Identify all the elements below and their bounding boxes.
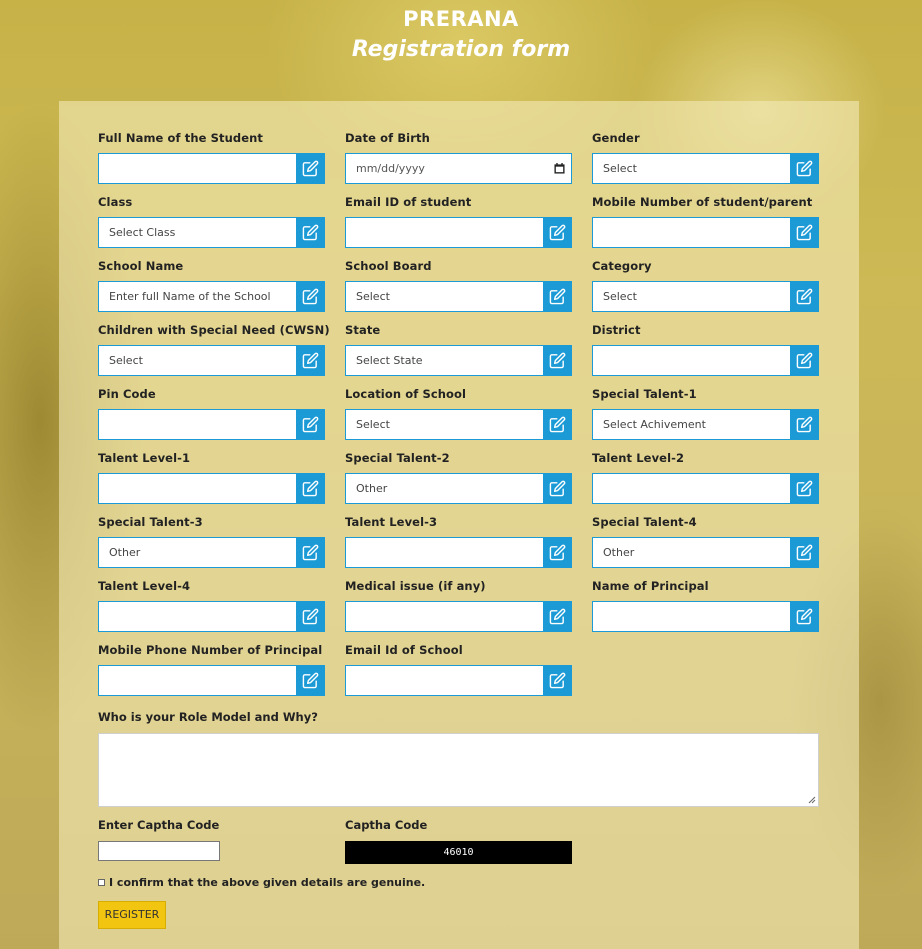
mobile-student-input[interactable] — [592, 217, 790, 248]
field-label: School Board — [345, 259, 432, 273]
field-label: Name of Principal — [592, 579, 709, 593]
principal-name-input[interactable] — [592, 601, 790, 632]
input-group — [345, 409, 572, 440]
field-label: Class — [98, 195, 133, 209]
pin-code-input[interactable] — [98, 409, 296, 440]
field-label: State — [345, 323, 381, 337]
edit-icon — [296, 473, 325, 504]
input-group — [592, 153, 819, 184]
edit-icon — [296, 281, 325, 312]
field-label: Category — [592, 259, 652, 273]
field-label: Talent Level-4 — [98, 579, 191, 593]
class-select[interactable]: Select Class — [98, 217, 296, 248]
full-name-input[interactable] — [98, 153, 296, 184]
talent-level-4-input[interactable] — [98, 601, 296, 632]
field-label: Full Name of the Student — [98, 131, 264, 145]
field-label: Talent Level-3 — [345, 515, 438, 529]
field-label: Email ID of student — [345, 195, 472, 209]
field-state — [345, 322, 572, 374]
edit-icon — [296, 153, 325, 184]
calendar-icon[interactable] — [554, 163, 565, 174]
school-board-select[interactable]: Select — [345, 281, 543, 312]
field-label: Talent Level-1 — [98, 451, 191, 465]
input-group — [345, 601, 572, 632]
field-name-of-principal — [592, 578, 819, 630]
field-class — [98, 194, 325, 246]
field-special-talent-2 — [345, 450, 572, 502]
input-group — [98, 153, 325, 184]
resize-grip-icon[interactable] — [808, 796, 816, 804]
field-full-name — [98, 130, 325, 182]
role-model-textarea[interactable] — [98, 733, 819, 807]
edit-icon — [296, 665, 325, 696]
confirm-checkbox[interactable] — [98, 879, 105, 886]
date-of-birth-input[interactable] — [345, 153, 572, 184]
cwsn-select[interactable]: Select — [98, 345, 296, 376]
field-label: Medical issue (if any) — [345, 579, 486, 593]
page-header — [0, 4, 922, 66]
field-location-of-school — [345, 386, 572, 438]
input-group — [345, 665, 572, 696]
special-talent-1-select[interactable]: Select Achivement — [592, 409, 790, 440]
field-medical-issue — [345, 578, 572, 630]
input-group — [592, 281, 819, 312]
page-subtitle: Registration form — [351, 37, 571, 62]
edit-icon — [543, 345, 572, 376]
field-principal-mobile — [98, 642, 325, 694]
input-group — [98, 473, 325, 504]
field-special-talent-3 — [98, 514, 325, 566]
field-cwsn — [98, 322, 330, 374]
input-group — [345, 537, 572, 568]
field-label: School Name — [98, 259, 184, 273]
captcha-code-image: 46010 — [345, 841, 572, 864]
field-special-talent-4 — [592, 514, 819, 566]
field-special-talent-1 — [592, 386, 819, 438]
field-label: District — [592, 323, 641, 337]
edit-icon — [543, 601, 572, 632]
field-category — [592, 258, 819, 310]
principal-mobile-input[interactable] — [98, 665, 296, 696]
form-fields-grid — [98, 130, 819, 694]
edit-icon — [790, 409, 819, 440]
field-label: Gender — [592, 131, 640, 145]
input-group — [592, 345, 819, 376]
field-label: Special Talent-1 — [592, 387, 697, 401]
input-group — [592, 473, 819, 504]
field-district — [592, 322, 819, 374]
input-group — [592, 537, 819, 568]
edit-icon — [296, 601, 325, 632]
input-group — [592, 409, 819, 440]
edit-icon — [790, 345, 819, 376]
field-school-email — [345, 642, 572, 694]
field-label: Mobile Number of student/parent — [592, 195, 813, 209]
medical-issue-input[interactable] — [345, 601, 543, 632]
talent-level-1-input[interactable] — [98, 473, 296, 504]
captcha-input[interactable] — [98, 841, 220, 861]
input-group — [345, 281, 572, 312]
field-email-student — [345, 194, 572, 246]
field-school-name — [98, 258, 325, 310]
page-title: PRERANA — [403, 7, 519, 31]
edit-icon — [543, 665, 572, 696]
edit-icon — [790, 153, 819, 184]
input-group — [98, 537, 325, 568]
input-group — [345, 217, 572, 248]
input-group — [98, 281, 325, 312]
field-label: Special Talent-3 — [98, 515, 203, 529]
field-talent-level-2 — [592, 450, 819, 502]
input-group — [98, 345, 325, 376]
edit-icon — [790, 537, 819, 568]
input-group — [345, 473, 572, 504]
school-name-input[interactable]: Enter full Name of the School — [98, 281, 296, 312]
edit-icon — [790, 601, 819, 632]
field-talent-level-4 — [98, 578, 325, 630]
edit-icon — [543, 409, 572, 440]
field-date-of-birth — [345, 130, 572, 182]
input-group — [592, 217, 819, 248]
field-mobile-student — [592, 194, 819, 246]
location-select[interactable]: Select — [345, 409, 543, 440]
special-talent-2-select[interactable]: Other — [345, 473, 543, 504]
role-model-label: Who is your Role Model and Why? — [98, 710, 318, 724]
category-select[interactable]: Select — [592, 281, 790, 312]
district-input[interactable] — [592, 345, 790, 376]
field-label: Mobile Phone Number of Principal — [98, 643, 323, 657]
input-group — [98, 665, 325, 696]
state-select[interactable]: Select State — [345, 345, 543, 376]
enter-captcha-label: Enter Captha Code — [98, 818, 220, 832]
talent-level-2-input[interactable] — [592, 473, 790, 504]
edit-icon — [296, 217, 325, 248]
field-label: Email Id of School — [345, 643, 463, 657]
date-placeholder: mm/dd/yyyy — [356, 162, 425, 175]
field-pin-code — [98, 386, 325, 438]
special-talent-3-select[interactable]: Other — [98, 537, 296, 568]
field-label: Special Talent-2 — [345, 451, 450, 465]
input-group — [98, 409, 325, 440]
talent-level-3-input[interactable] — [345, 537, 543, 568]
edit-icon — [543, 473, 572, 504]
email-student-input[interactable] — [345, 217, 543, 248]
edit-icon — [790, 217, 819, 248]
field-talent-level-3 — [345, 514, 572, 566]
input-group — [592, 601, 819, 632]
edit-icon — [790, 281, 819, 312]
field-talent-level-1 — [98, 450, 325, 502]
field-label: Children with Special Need (CWSN) — [98, 323, 330, 337]
input-group — [345, 153, 572, 184]
role-model-section — [98, 710, 318, 724]
registration-form-panel — [59, 101, 859, 949]
edit-icon — [296, 409, 325, 440]
field-label: Location of School — [345, 387, 467, 401]
edit-icon — [790, 473, 819, 504]
edit-icon — [543, 281, 572, 312]
confirm-row — [98, 876, 425, 889]
field-label: Date of Birth — [345, 131, 430, 145]
field-label: Special Talent-4 — [592, 515, 697, 529]
field-label: Pin Code — [98, 387, 156, 401]
edit-icon — [296, 345, 325, 376]
input-group — [98, 601, 325, 632]
gender-select[interactable]: Select — [592, 153, 790, 184]
school-email-input[interactable] — [345, 665, 543, 696]
field-gender — [592, 130, 819, 182]
edit-icon — [543, 217, 572, 248]
edit-icon — [296, 537, 325, 568]
field-label: Talent Level-2 — [592, 451, 685, 465]
edit-icon — [543, 537, 572, 568]
input-group — [345, 345, 572, 376]
confirm-text: I confirm that the above given details are genuine. — [109, 876, 426, 889]
field-school-board — [345, 258, 572, 310]
input-group — [98, 217, 325, 248]
captcha-code-label: Captha Code — [345, 818, 428, 832]
register-button[interactable]: REGISTER — [98, 901, 166, 929]
special-talent-4-select[interactable]: Other — [592, 537, 790, 568]
